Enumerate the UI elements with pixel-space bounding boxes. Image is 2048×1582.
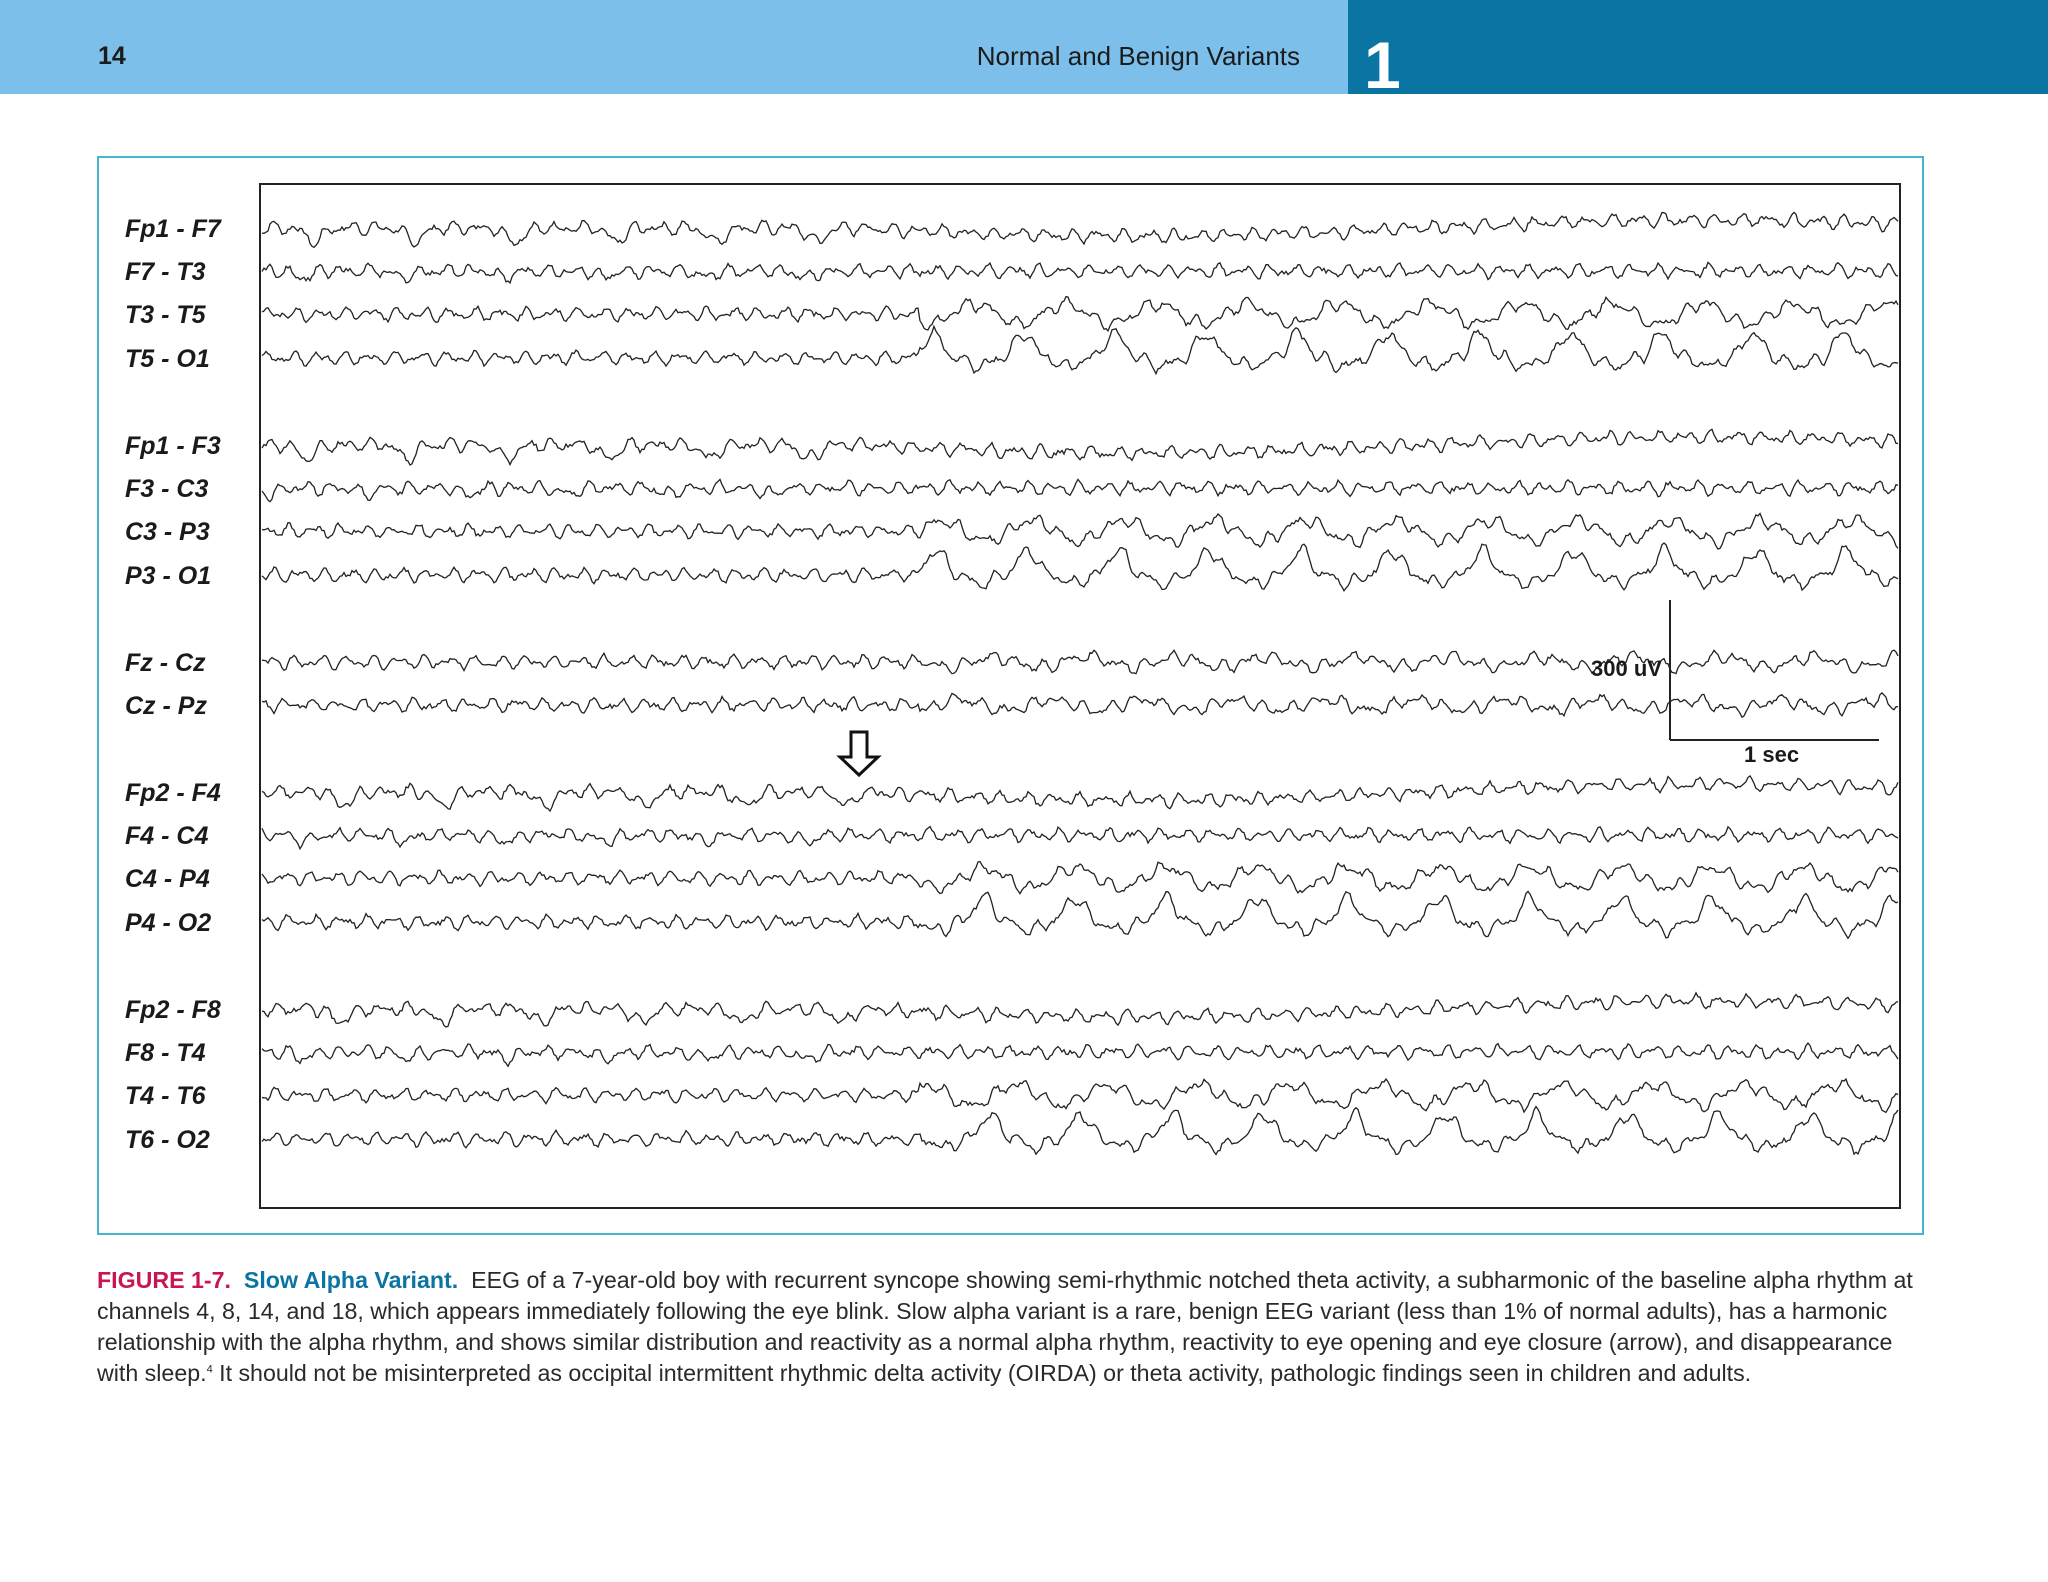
eeg-trace (262, 1043, 1898, 1066)
channel-label: Fp1 - F7 (125, 215, 221, 243)
eeg-trace (262, 479, 1898, 501)
eeg-trace (262, 514, 1898, 550)
channel-label: Fp2 - F4 (125, 779, 221, 807)
channel-label: C3 - P3 (125, 518, 210, 546)
chapter-tab (1348, 0, 2048, 102)
channel-label: F4 - C4 (125, 822, 209, 850)
calibration-bar (1591, 600, 1879, 767)
eeg-trace (262, 429, 1898, 465)
channel-label: Fp1 - F3 (125, 432, 221, 460)
eeg-trace (262, 543, 1898, 591)
eye-opening-arrow (840, 732, 878, 775)
channel-label: C4 - P4 (125, 865, 210, 893)
eeg-tracing (99, 158, 1922, 1233)
eeg-trace (262, 297, 1898, 331)
running-title: Normal and Benign Variants (976, 41, 1300, 71)
chapter-number: 1 (1364, 28, 1401, 102)
channel-label: Fz - Cz (125, 649, 206, 677)
eeg-trace (262, 827, 1898, 849)
eeg-trace (262, 776, 1898, 811)
eeg-trace (262, 1107, 1898, 1155)
eeg-trace (262, 993, 1898, 1027)
caption-text: EEG of a 7-year-old boy with recurrent syncope showing semi-rhythmic notched theta activity, a subharmonic of the baseline alpha rhythm at channels 4, 8, 14, and 18, which appears immediately following the eye blink. Slow alpha variant is a rare, benign EEG variant (less than 1% of normal adults), has a harmonic relationship with the alpha rhythm, and shows similar distribution and reactivity as a normal alpha rhythm, reactivity to eye opening and eye closure (arrow), and disappearance with sleep. (97, 1267, 1913, 1386)
channel-label: T3 - T5 (125, 301, 206, 329)
eeg-trace (262, 891, 1898, 938)
figure-caption (97, 1265, 1927, 1389)
channel-labels (125, 215, 222, 1154)
eeg-trace (262, 262, 1898, 283)
eeg-trace (262, 1079, 1898, 1112)
eeg-trace (262, 326, 1898, 373)
channel-label: Cz - Pz (125, 692, 207, 720)
figure-number: FIGURE 1-7. (97, 1267, 231, 1293)
tracing-border (260, 184, 1900, 1208)
eeg-trace (262, 693, 1898, 717)
amplitude-scale-label: 300 uV (1591, 656, 1662, 681)
reference-marker: 4 (206, 1363, 213, 1376)
eeg-trace (262, 212, 1898, 247)
figure-title: Slow Alpha Variant. (243, 1267, 459, 1293)
caption-text-continued: It should not be misinterpreted as occipital intermittent rhythmic delta activity (OIRDA) or theta activity, pathologic findings seen in children and adults. (212, 1360, 1752, 1386)
channel-label: Fp2 - F8 (125, 996, 221, 1024)
figure-frame (97, 156, 1924, 1235)
channel-label: F7 - T3 (125, 258, 206, 286)
eeg-trace (262, 862, 1898, 894)
channel-label: P3 - O1 (125, 562, 212, 590)
time-scale-label: 1 sec (1744, 742, 1800, 767)
channel-label: F8 - T4 (125, 1039, 206, 1067)
channel-label: F3 - C3 (125, 475, 209, 503)
eeg-traces (262, 212, 1898, 1154)
page-number: 14 (98, 42, 126, 70)
channel-label: T4 - T6 (125, 1082, 206, 1110)
channel-label: T5 - O1 (125, 345, 210, 373)
channel-label: P4 - O2 (125, 909, 212, 937)
channel-label: T6 - O2 (125, 1126, 210, 1154)
